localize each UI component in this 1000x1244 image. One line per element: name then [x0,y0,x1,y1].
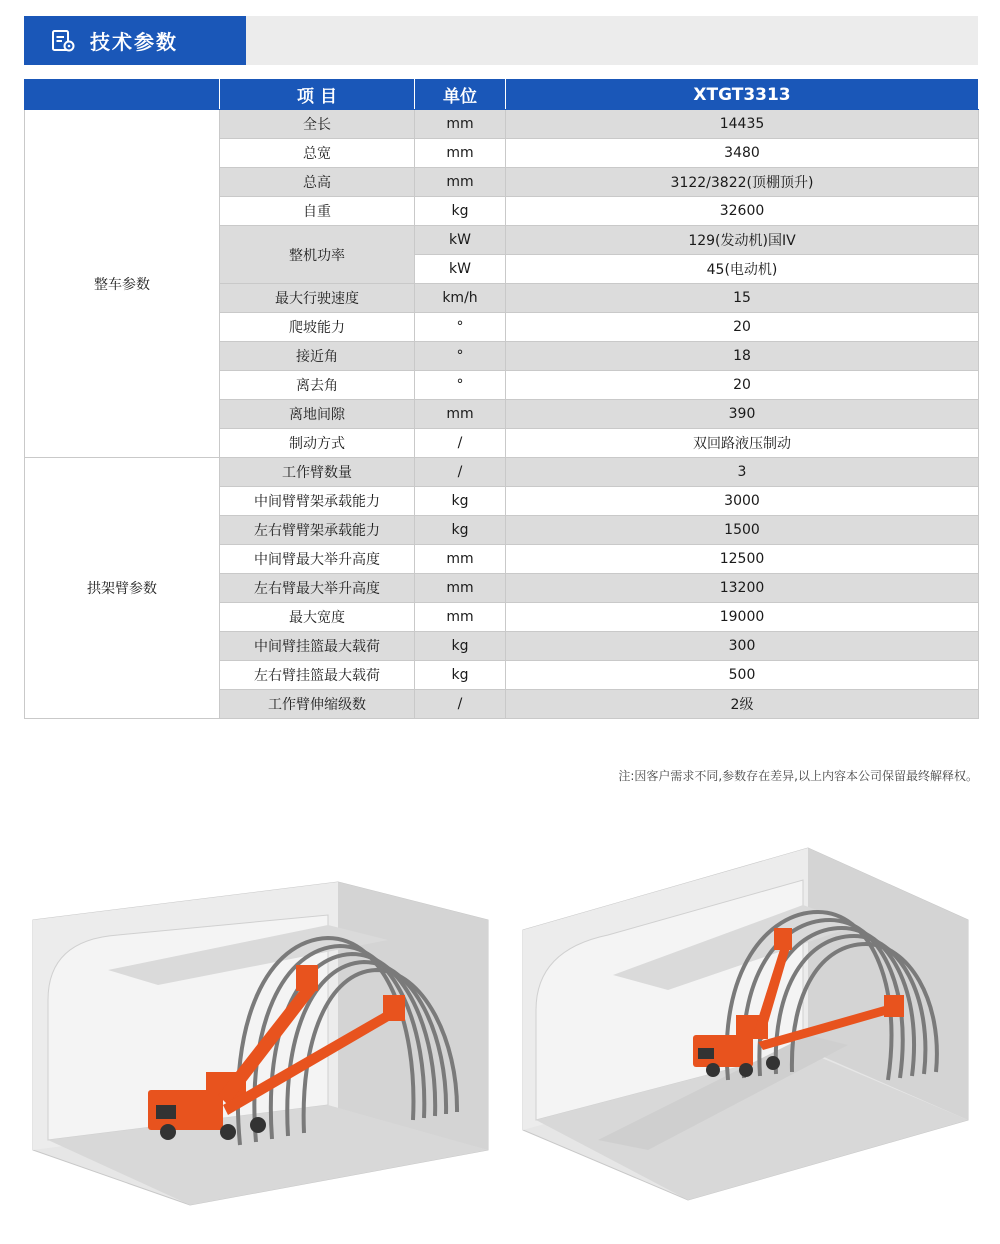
cell-item: 全长 [220,110,415,139]
cell-item: 离地间隙 [220,400,415,429]
table-row [25,458,979,487]
tunnel-machine-illustration-left [28,820,498,1220]
cell-item: 最大宽度 [220,603,415,632]
cell-item: 左右臂挂篮最大载荷 [220,661,415,690]
group-label: 整车参数 [25,110,220,458]
cell-unit: mm [415,545,506,574]
cell-unit: mm [415,400,506,429]
cell-value: 390 [506,400,979,429]
table-row [25,110,979,139]
cell-value: 1500 [506,516,979,545]
cell-value: 3000 [506,487,979,516]
table-header-row [25,80,979,110]
cell-value: 3122/3822(顶棚顶升) [506,168,979,197]
cell-value: 3480 [506,139,979,168]
cell-unit: ° [415,313,506,342]
cell-unit: kW [415,255,506,284]
disclaimer-note: 注:因客户需求不同,参数存在差异,以上内容本公司保留最终解释权。 [618,769,978,783]
cell-item: 工作臂数量 [220,458,415,487]
cell-item: 中间臂最大举升高度 [220,545,415,574]
spec-table [24,79,979,719]
cell-value: 3 [506,458,979,487]
cell-item: 最大行驶速度 [220,284,415,313]
illustration-tunnel-left [28,820,498,1220]
cell-unit: mm [415,110,506,139]
cell-unit: kg [415,661,506,690]
cell-unit: mm [415,168,506,197]
cell-item: 中间臂挂篮最大载荷 [220,632,415,661]
cell-value: 500 [506,661,979,690]
cell-unit: kg [415,487,506,516]
cell-unit: mm [415,574,506,603]
tunnel-machine-illustration-right [518,820,978,1220]
cell-value: 45(电动机) [506,255,979,284]
cell-value: 32600 [506,197,979,226]
cell-unit: ° [415,342,506,371]
section-header-tab [24,16,246,65]
header-item: 项 目 [220,80,415,110]
page-title: 技术参数 [90,30,178,54]
cell-value: 14435 [506,110,979,139]
header-unit: 单位 [415,80,506,110]
cell-value: 20 [506,313,979,342]
cell-unit: km/h [415,284,506,313]
cell-value: 20 [506,371,979,400]
cell-value: 2级 [506,690,979,719]
cell-value: 129(发动机)国IV [506,226,979,255]
group-label: 拱架臂参数 [25,458,220,719]
cell-item: 中间臂臂架承载能力 [220,487,415,516]
cell-unit: kW [415,226,506,255]
document-settings-icon [50,28,76,54]
cell-value: 18 [506,342,979,371]
cell-unit: ° [415,371,506,400]
cell-unit: mm [415,139,506,168]
cell-item: 总高 [220,168,415,197]
cell-value: 19000 [506,603,979,632]
cell-item: 离去角 [220,371,415,400]
cell-unit: kg [415,632,506,661]
section-header [24,16,978,65]
cell-item: 接近角 [220,342,415,371]
cell-unit: kg [415,516,506,545]
cell-unit: / [415,458,506,487]
cell-item: 左右臂臂架承载能力 [220,516,415,545]
cell-value: 12500 [506,545,979,574]
cell-value: 300 [506,632,979,661]
illustration-tunnel-right [518,820,978,1220]
cell-unit: mm [415,603,506,632]
cell-unit: kg [415,197,506,226]
cell-item: 自重 [220,197,415,226]
cell-item: 整机功率 [220,226,415,284]
cell-value: 15 [506,284,979,313]
cell-item: 工作臂伸缩级数 [220,690,415,719]
cell-unit: / [415,690,506,719]
header-model: XTGT3313 [506,80,979,110]
cell-value: 双回路液压制动 [506,429,979,458]
header-blank [25,80,220,110]
cell-item: 左右臂最大举升高度 [220,574,415,603]
cell-value: 13200 [506,574,979,603]
cell-unit: / [415,429,506,458]
cell-item: 总宽 [220,139,415,168]
cell-item: 制动方式 [220,429,415,458]
cell-item: 爬坡能力 [220,313,415,342]
